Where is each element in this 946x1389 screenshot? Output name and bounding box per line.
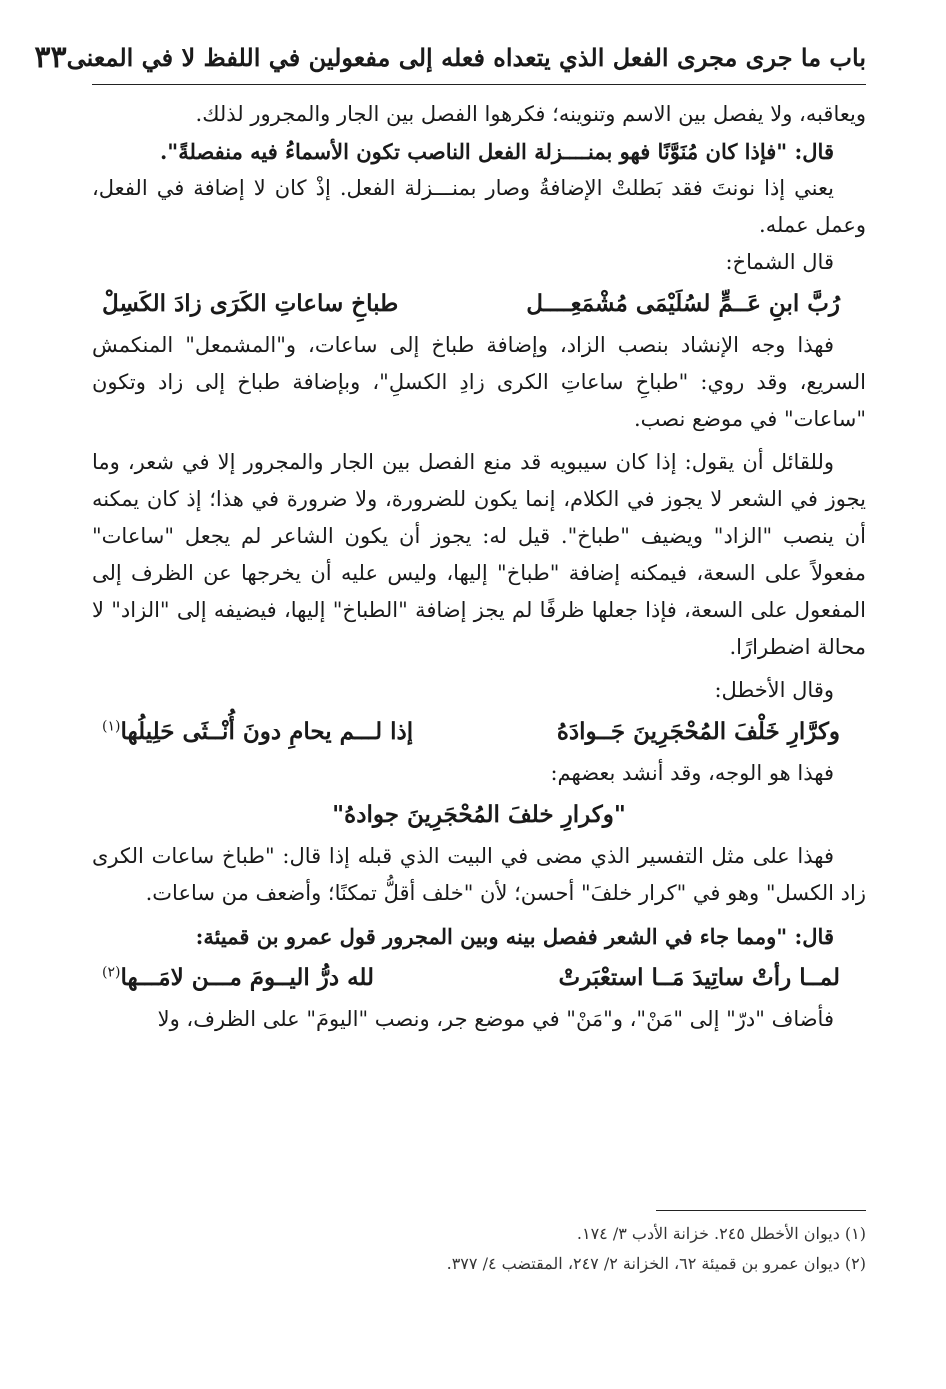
verse-2-second-hemistich [102,709,413,755]
verse-3: "وكرارِ خلفَ المُحْجَرِينَ جوادهُ" [332,801,626,828]
paragraph-1: ويعاقبه، ولا يفصل بين الاسم وتنوينه؛ فكرهوا الفصل بين الجار والمجرور لذلك. [195,102,866,126]
paragraph-9: فهذا على مثل التفسير الذي مضى في البيت الذي قبله إذا قال: "طباخ ساعات الكرى زاد الكسل" وهو في "كرار خلفَ" أحسن؛ لأن "خلف أقلُّ تمكنًا؛ وأضعف من ساعات. [92,844,866,905]
footnote-2: (٢) ديوان عمرو بن قميئة ٦٢، الخزانة ٢/ ٢٤٧، المقتضب ٤/ ٣٧٧. [446,1254,866,1273]
paragraph-11: فأضاف "درّ" إلى "مَنْ"، و"مَنْ" في موضع جر، ونصب "اليومَ" على الظرف، ولا [157,1007,834,1031]
verse-4-second-hemistich [102,955,374,1001]
verse-1 [92,281,866,327]
footnote-1: (١) ديوان الأخطل ٢٤٥. خزانة الأدب ٣/ ١٧٤. [576,1224,866,1243]
paragraph-6: وللقائل أن يقول: إذا كان سيبويه قد منع الفصل بين الجار والمجرور إلا في شعر، وما يجوز في الشعر لا يجوز في الكلام، إنما يكون للضرورة، ولا ضرورة في هذا؛ إذ كان يمكنه أن ينصب "الزاد" ويضيف "طباخ". قيل له: يجوز أن يكون الشاعر لم يجعل "ساعات" مفعولاً على السعة، فيمكنه إضافة "طباخ" إليها، وليس عليه أن يخرجها عن الظرف إلى المفعول على السعة، فإذا جعلها ظرفًا لم يجز إضافة "الطباخ" إليها، فيضيفه إلى "الزاد" لا محالة اضطرارًا. [92,450,866,659]
paragraph-8: فهذا هو الوجه، وقد أنشد بعضهم: [550,761,834,785]
paragraph-5: فهذا وجه الإنشاد بنصب الزاد، وإضافة طباخ إلى ساعات، و"المشمعل" المنكمش السريع، وقد روي: "طباخِ ساعاتِ الكرى زادِ الكسلِ"، وبإضافة طباخ إلى زاد وتكون "ساعات" في موضع نصب. [92,333,866,431]
quote-paragraph-2: قال: "فإذا كان مُنَوَّنًا فهو بمنــــزلة الفعل الناصب تكون الأسماءُ فيه منفصلةً". [159,139,834,164]
quote-paragraph-10: قال: "ومما جاء في الشعر ففصل بينه وبين المجرور قول عمرو بن قميئة: [195,924,834,949]
verse-4 [92,955,866,1001]
verse-1-first-hemistich: رُبَّ ابنِ عَــمٍّ لسُلَيْمَى مُشْمَعِــــل [526,290,840,317]
verse-4-second-hemistich-text: لله درُّ اليــومَ مـــن لامَـــها [120,964,375,991]
page-number: ٣٣ [34,39,67,75]
verse-4-first-hemistich: لمــا رأتْ ساتِيدَ مَــا استعْبَرتْ [558,964,840,991]
footnote-ref-1: (١) [102,718,121,735]
main-text [92,96,866,1038]
paragraph-4: قال الشماخ: [725,250,834,274]
verse-1-second-hemistich: طباخِ ساعاتِ الكَرَى زادَ الكَسِلْ [102,290,399,317]
footnotes [92,1210,866,1279]
running-title: باب ما جرى مجرى الفعل الذي يتعداه فعله إلى مفعولين في اللفظ لا في المعنى [66,42,866,72]
verse-2-first-hemistich: وكرَّارِ خَلْفَ المُحْجَرِينَ جَــوادَهُ [556,718,840,745]
footnote-ref-2: (٢) [102,964,121,981]
paragraph-3: يعني إذا نونتَ فقد بَطلتْ الإضافةُ وصار بمنـــزلة الفعل. إذْ كان لا إضافة في الفعل، وعمل عمله. [92,176,866,237]
page-header [34,30,866,85]
verse-2-second-hemistich-text: إذا لـــم يحامِ دونَ أُنْــثَى حَلِيلُها [120,718,414,745]
paragraph-7: وقال الأخطل: [714,678,834,702]
footnote-divider [656,1210,866,1211]
verse-2 [92,709,866,755]
